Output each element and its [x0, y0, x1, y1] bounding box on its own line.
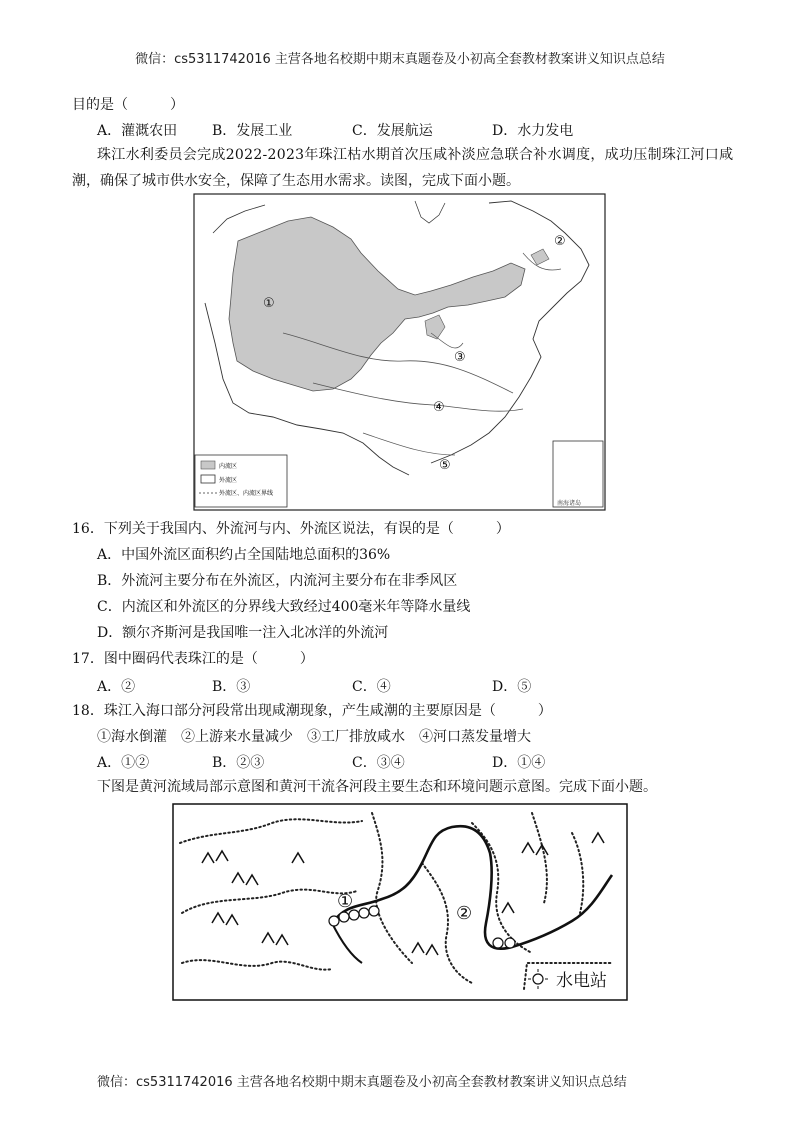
intro-paragraph-line-1: 珠江水利委员会完成2022-2023年珠江枯水期首次压咸补淡应急联合补水调度，成功压制珠江河口咸: [97, 147, 734, 163]
prev-question-stem-tail: 目的是（ ）: [72, 97, 184, 113]
svg-text:外流区: 外流区: [219, 477, 238, 484]
page-header: 微信：cs5311742016 主营各地名校期中期末真题卷及小初高全套教材教案讲义知识点总结: [135, 52, 665, 67]
svg-text:水电站: 水电站: [556, 971, 607, 991]
q18-option-b: B．②③: [212, 755, 265, 771]
prev-option-c: C．发展航运: [352, 123, 433, 139]
q18-option-a: A．①②: [97, 755, 150, 771]
q16-option-d: D．额尔齐斯河是我国唯一注入北冰洋的外流河: [97, 625, 389, 641]
yellow-river-map: [172, 803, 628, 1001]
south-china-sea-inset: [553, 441, 603, 507]
page-footer: 微信：cs5311742016 主营各地名校期中期末真题卷及小初高全套教材教案讲义知识点总结: [97, 1075, 627, 1090]
marker-4: ④: [433, 400, 445, 415]
q18-option-c: C．③④: [352, 755, 405, 771]
svg-text:外流区、内流区界线: 外流区、内流区界线: [219, 490, 274, 497]
q18-option-d: D．①④: [492, 755, 546, 771]
q17-option-b: B．③: [212, 679, 251, 695]
prev-option-b: B．发展工业: [212, 123, 293, 139]
marker-3: ③: [454, 350, 466, 365]
q17-option-c: C．④: [352, 679, 391, 695]
prev-option-a: A．灌溉农田: [97, 123, 178, 139]
q17-stem: 17．图中圈码代表珠江的是（ ）: [72, 651, 314, 667]
map-legend: [195, 455, 287, 507]
q17-option-d: D．⑤: [492, 679, 532, 695]
china-drainage-map: [193, 193, 606, 511]
marker-2: ②: [554, 234, 566, 249]
marker-2: ②: [456, 903, 473, 924]
q16-option-c: C．内流区和外流区的分界线大致经过400毫米年等降水量线: [97, 599, 471, 615]
q17-option-a: A．②: [97, 679, 136, 695]
prev-option-d: D．水力发电: [492, 123, 574, 139]
intro-paragraph-line-2: 潮，确保了城市供水安全，保障了生态用水需求。读图，完成下面小题。: [72, 173, 520, 189]
marker-5: ⑤: [439, 458, 451, 473]
q16-stem: 16．下列关于我国内、外流河与内、外流区说法，有误的是（ ）: [72, 521, 510, 537]
marker-1: ①: [263, 296, 275, 311]
q18-stem: 18．珠江入海口部分河段常出现咸潮现象，产生咸潮的主要原因是（ ）: [72, 703, 552, 719]
q16-option-b: B．外流河主要分布在外流区，内流河主要分布在非季风区: [97, 573, 458, 589]
svg-text:内流区: 内流区: [219, 463, 238, 470]
q18-choices: ①海水倒灌 ②上游来水量减少 ③工厂排放咸水 ④河口蒸发量增大: [97, 729, 531, 745]
svg-text:南海诸岛: 南海诸岛: [557, 500, 582, 507]
marker-1: ①: [337, 891, 354, 912]
intro-paragraph-2: 下图是黄河流域局部示意图和黄河干流各河段主要生态和环境问题示意图。完成下面小题。: [97, 779, 657, 795]
q16-option-a: A．中国外流区面积约占全国陆地总面积的36%: [97, 547, 391, 563]
